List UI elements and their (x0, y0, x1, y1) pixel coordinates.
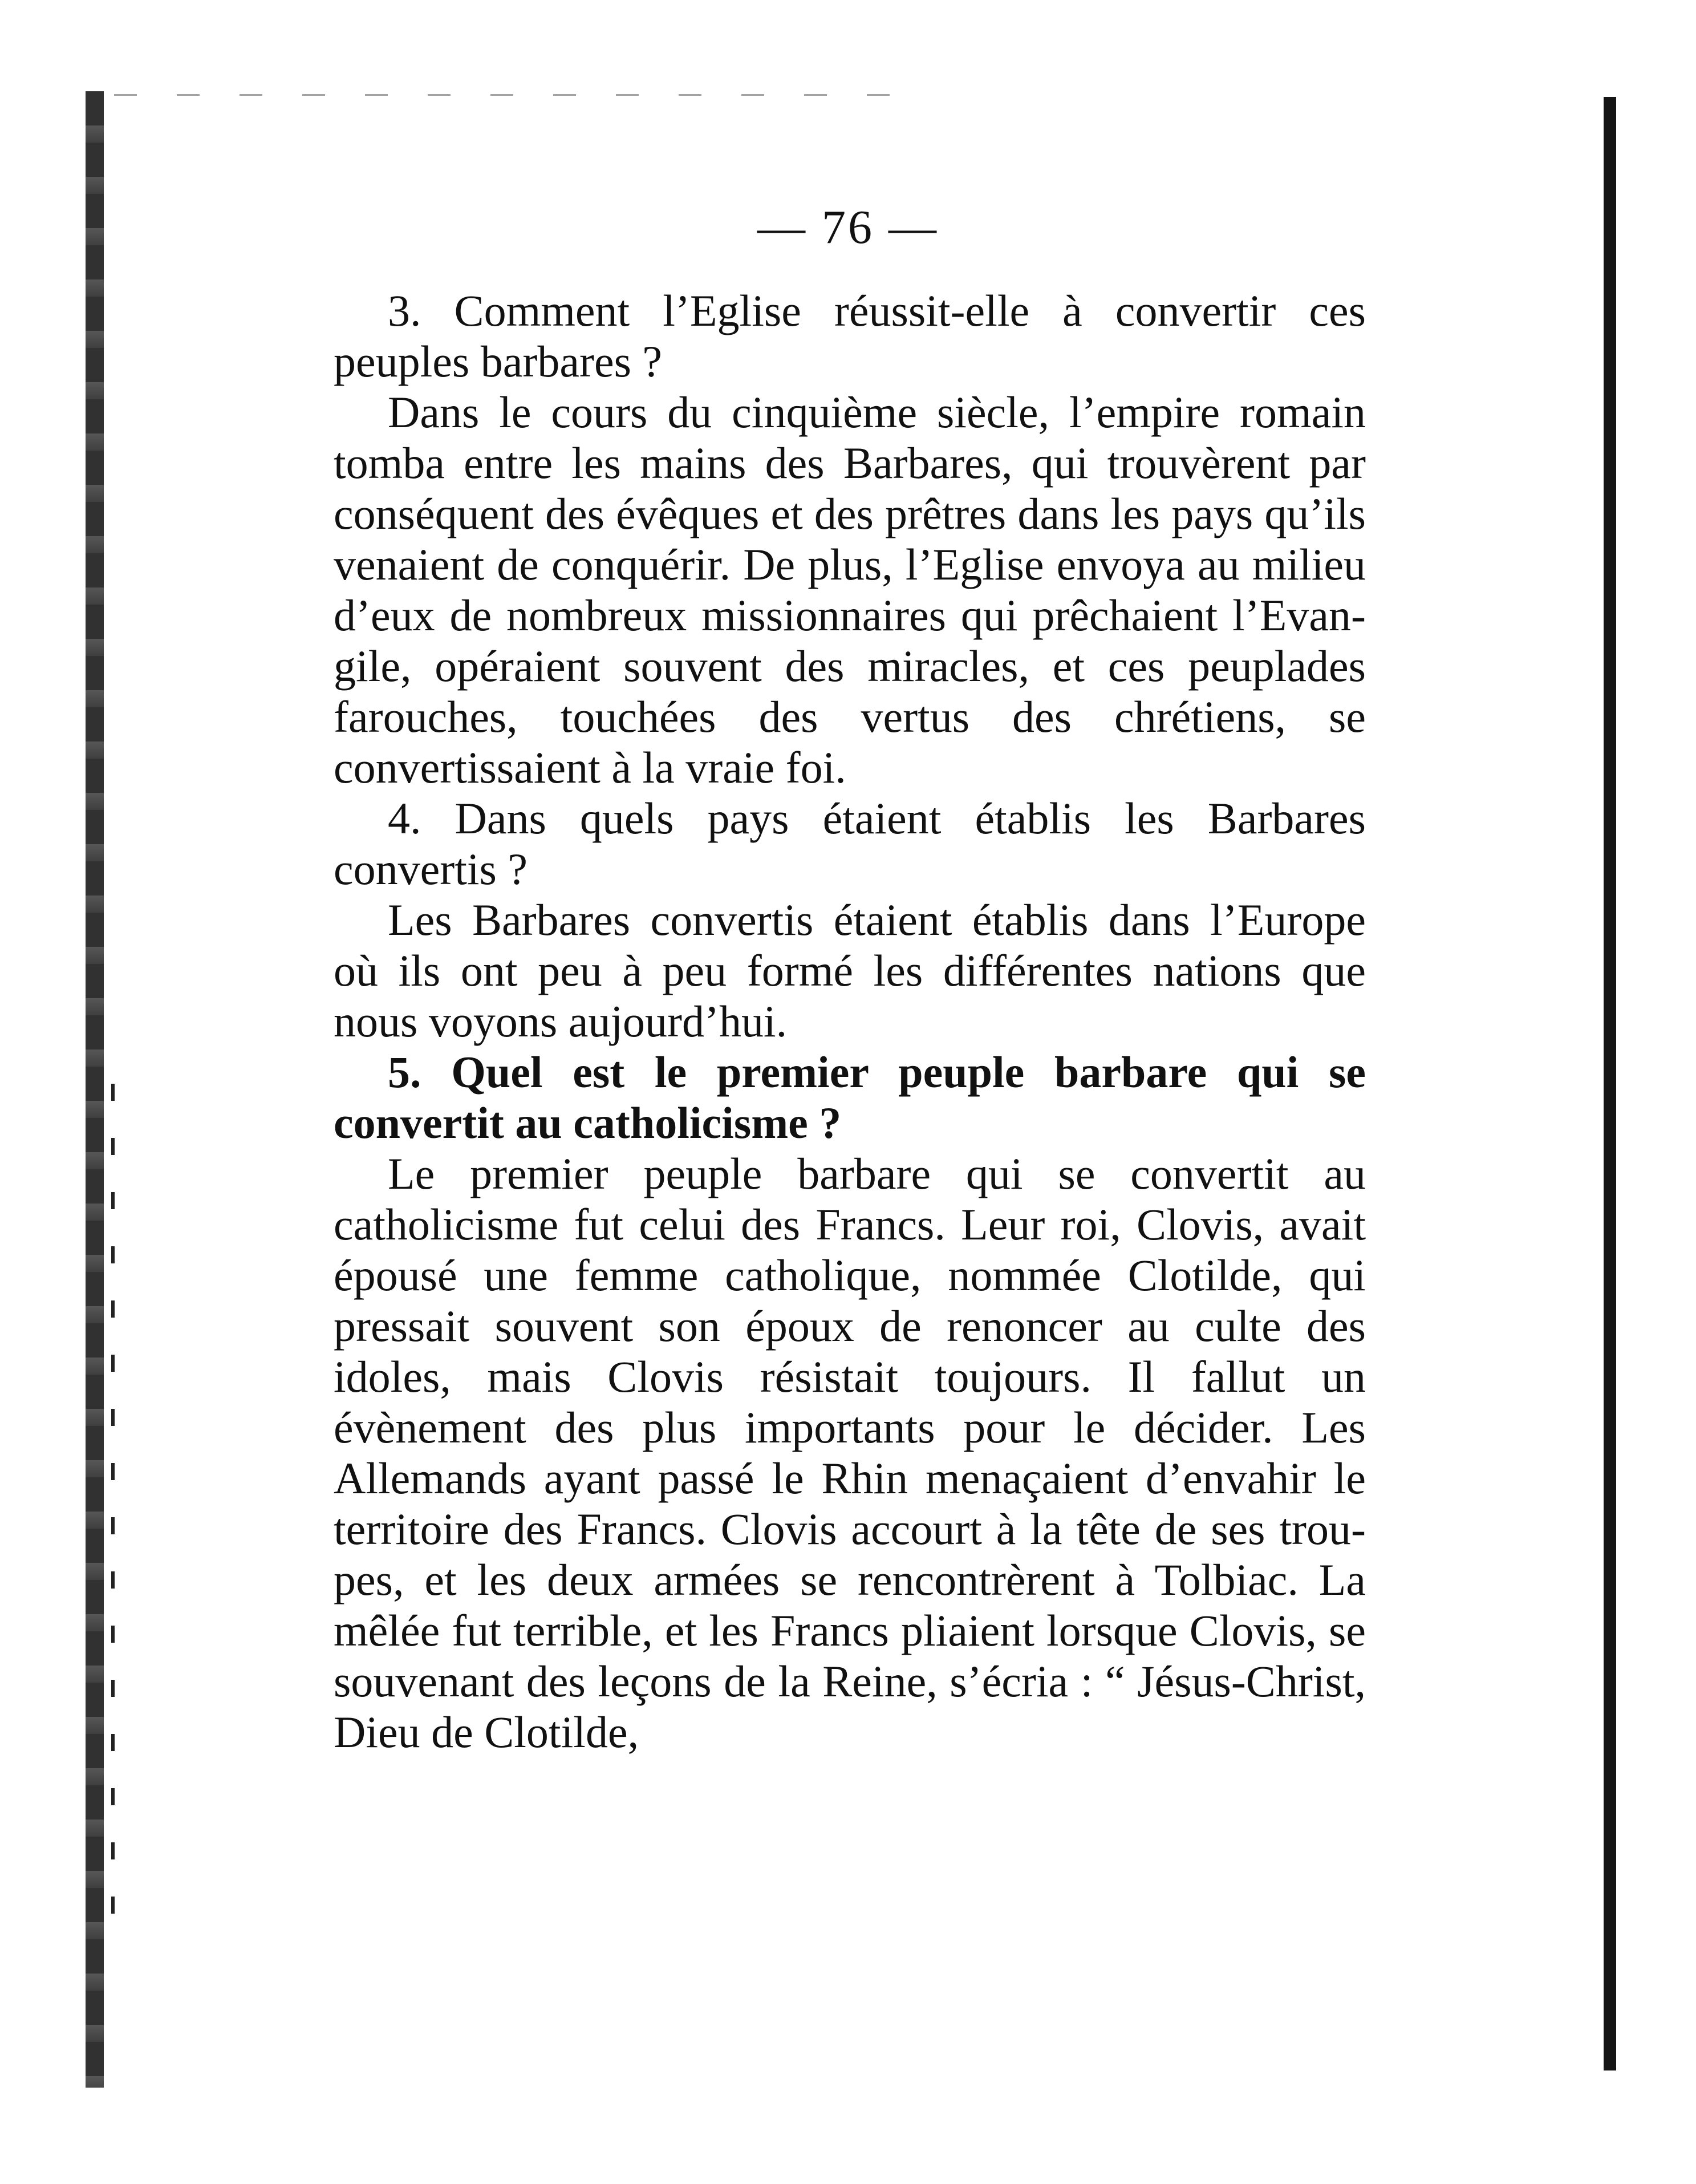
answer-4: Les Barbares convertis étaient établis dans l’Europe où ils ont peu à peu formé les différentes nations que nous voyons aujourd’hui. (334, 895, 1366, 1046)
page-body (334, 285, 1366, 1757)
answer-3: Dans le cours du cinquième siècle, l’empire romain tomba entre les mains des Barbares, qui trouvèrent par conséquent des évêques et des prêtres dans les pays qu’ils venaient de conquérir. De plus, l’Eglise envoya au milieu d’eux de nombreux missionnaires qui prêchaient l’Evangile, opéraient souvent des miracles, et ces peuplades farouches, touchées des vertus des chrétiens, se convertissaient à la vraie foi. (334, 387, 1366, 792)
scan-left-margin-marks (111, 1084, 115, 1939)
question-3: 3. Comment l’Eglise réussit-elle à convertir ces peuples barbares ? (334, 286, 1366, 386)
scan-right-edge (1604, 97, 1616, 2070)
page-number: — 76 — (757, 201, 939, 254)
answer-5: Le premier peuple barbare qui se convertit au catholicisme fut celui des Francs. Leur roi, Clovis, avait épousé une femme catholique, nommée Clotilde, qui pressait souvent son époux de renoncer au culte des idoles, mais Clovis résistait toujours. Il fallut un évènement des plus importants pour le décider. Les Allemands ayant passé le Rhin menaçaient d’envahir le territoire des Francs. Clovis accourt à la tête de ses troupes, et les deux armées se rencontrèrent à Tolbiac. La mêlée fut terrible, et les Francs pliaient lorsque Clovis, se souvenant des leçons de la Reine, s’écria : “ Jésus-Christ, Dieu de Clotilde, (334, 1149, 1366, 1757)
question-5: 5. Quel est le premier peuple barbare qui se convertit au catholicisme ? (334, 1047, 1366, 1148)
scan-top-edge (114, 94, 912, 96)
question-4: 4. Dans quels pays étaient établis les Barbares convertis ? (334, 793, 1366, 894)
scan-left-binding-edge (86, 91, 104, 2088)
